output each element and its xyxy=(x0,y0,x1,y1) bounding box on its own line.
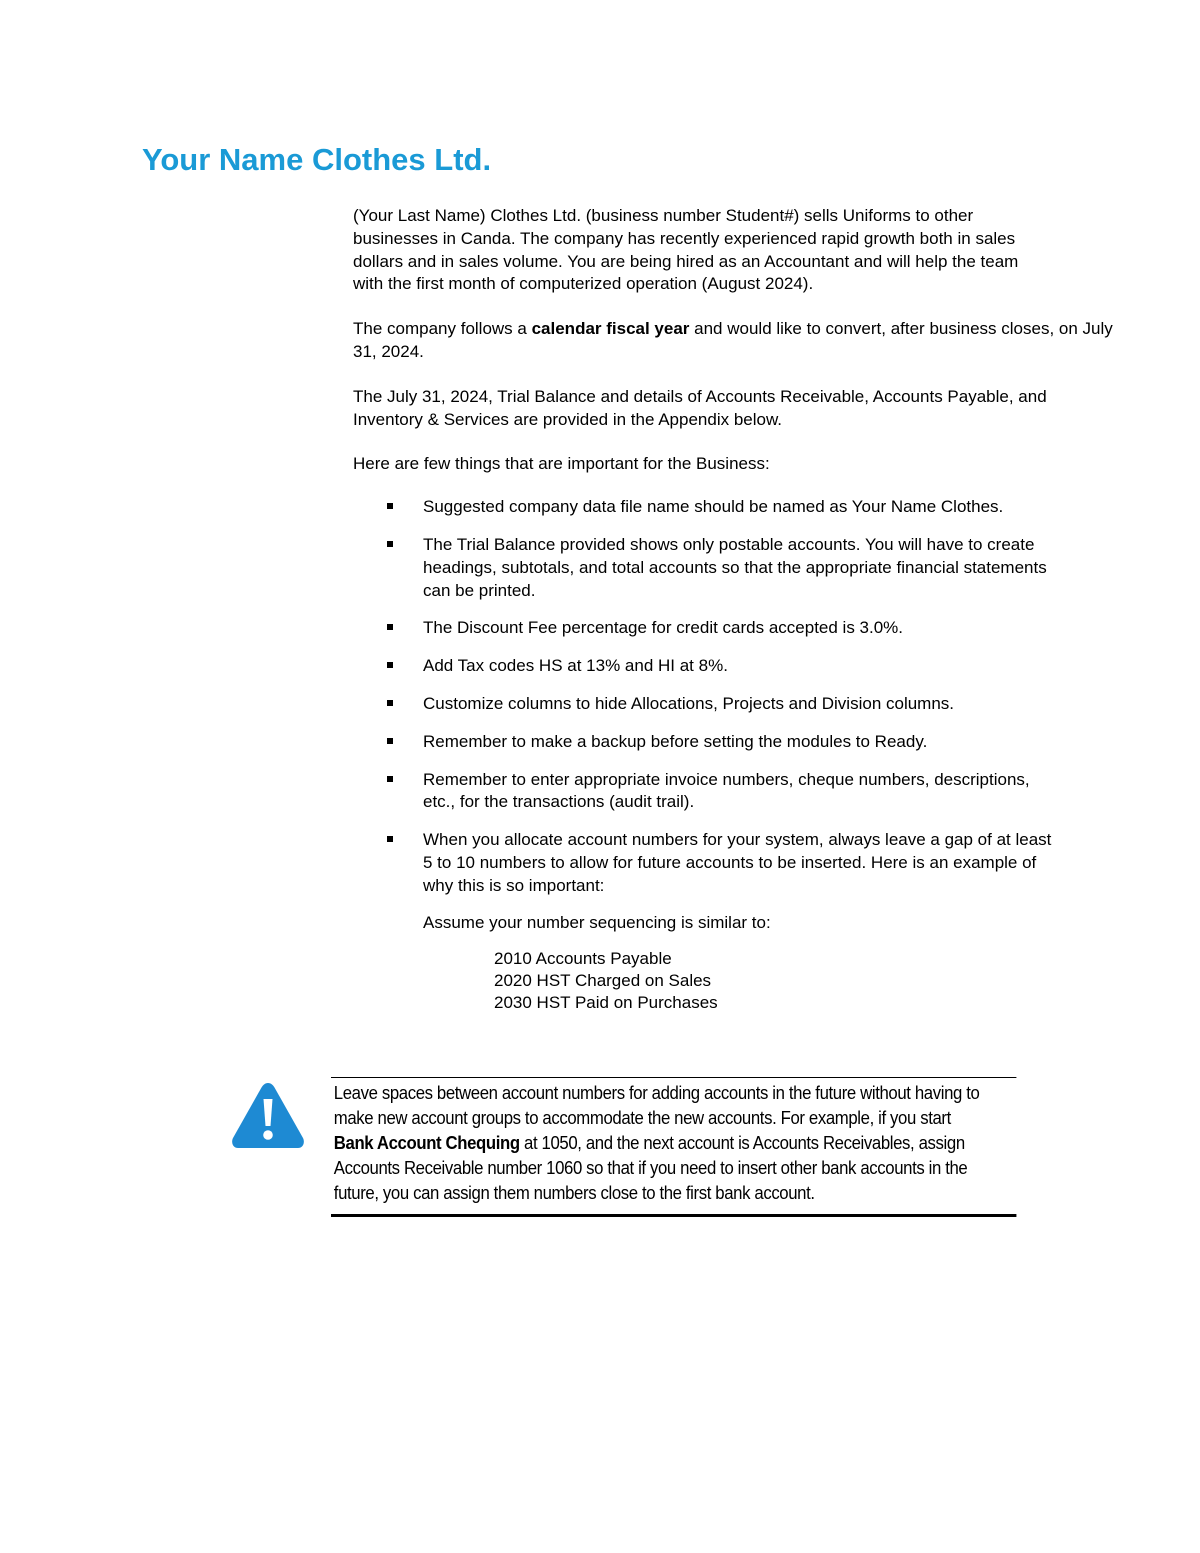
list-item xyxy=(353,829,1063,1014)
account-item: 2010 Accounts Payable xyxy=(494,949,672,969)
important-things-heading: Here are few things that are important for the Business: xyxy=(353,454,770,474)
fiscal-text-before: The company follows a xyxy=(353,319,532,339)
list-item-text: Remember to enter appropriate invoice numbers, cheque numbers, descriptions, etc., for the transactions (audit trail). xyxy=(423,769,1030,812)
bullet-icon xyxy=(387,662,393,668)
list-item xyxy=(353,534,1063,602)
list-item xyxy=(353,769,1063,815)
list-item-text: The Trial Balance provided shows only postable accounts. You will have to create headings, subtotals, and total accounts so that the appropriate financial statements can be printed. xyxy=(423,534,1047,600)
trial-balance-paragraph: The July 31, 2024, Trial Balance and details of Accounts Receivable, Accounts Payable, and Inventory & Services are provided in the Appendix below. xyxy=(353,386,1047,429)
list-item-text: Customize columns to hide Allocations, Projects and Division columns. xyxy=(423,693,955,713)
bullet-icon xyxy=(387,836,393,842)
list-item-text: The Discount Fee percentage for credit cards accepted is 3.0%. xyxy=(423,618,904,638)
list-item xyxy=(353,655,1063,678)
list-item-text: Suggested company data file name should be named as Your Name Clothes. xyxy=(423,497,1004,517)
page-title: Your Name Clothes Ltd. xyxy=(142,142,492,177)
fiscal-year-paragraph xyxy=(353,318,1113,364)
sequencing-text: Assume your number sequencing is similar to: xyxy=(423,912,771,932)
bullet-icon xyxy=(387,624,393,630)
bullet-icon xyxy=(387,776,393,782)
important-list xyxy=(353,496,1113,1014)
bullet-icon xyxy=(387,738,393,744)
list-item-text: Remember to make a backup before setting the modules to Ready. xyxy=(423,731,928,751)
tip-note-text xyxy=(334,1081,985,1206)
bullet-icon xyxy=(387,541,393,547)
note-bold: Bank Account Chequing xyxy=(333,1133,520,1153)
list-item xyxy=(353,731,1063,754)
account-item: 2020 HST Charged on Sales xyxy=(494,971,712,991)
fiscal-bold: calendar fiscal year xyxy=(531,319,690,339)
account-item: 2030 HST Paid on Purchases xyxy=(494,993,718,1013)
list-item-text: Add Tax codes HS at 13% and HI at 8%. xyxy=(423,656,728,676)
list-item xyxy=(353,617,1063,640)
body-content xyxy=(353,205,1113,1029)
warning-icon xyxy=(230,1080,306,1152)
bullet-icon xyxy=(387,700,393,706)
list-item xyxy=(353,496,1063,519)
note-text-after: at 1050, and the next account is Accounts Receivables, assign Accounts Receivable number 1060 so that if you need to insert other bank accounts in the future, you can assign them numbers close to the first bank account. xyxy=(333,1133,968,1203)
bullet-icon xyxy=(387,503,393,509)
list-item-text: When you allocate account numbers for your system, always leave a gap of at least 5 to 10 numbers to allow for future accounts to be inserted. Here is an example of why this is so important: xyxy=(423,830,1052,895)
list-item xyxy=(353,693,1063,716)
intro-paragraph: (Your Last Name) Clothes Ltd. (business number Student#) sells Uniforms to other businesses in Canda. The company has recently experienced rapid growth both in sales dollars and in sales volume. You are being hired as an Accountant and will help the team with the first month of computerized operation (August 2024). xyxy=(353,206,1019,294)
note-text-before: Leave spaces between account numbers for adding accounts in the future without having to make new account groups to accommodate the new accounts. For example, if you start xyxy=(333,1083,980,1128)
tip-note xyxy=(331,1077,1016,1217)
account-list xyxy=(494,948,1063,1014)
fiscal-text-after: and would like to convert, after business closes, on July 31, 2024. xyxy=(353,319,1113,361)
